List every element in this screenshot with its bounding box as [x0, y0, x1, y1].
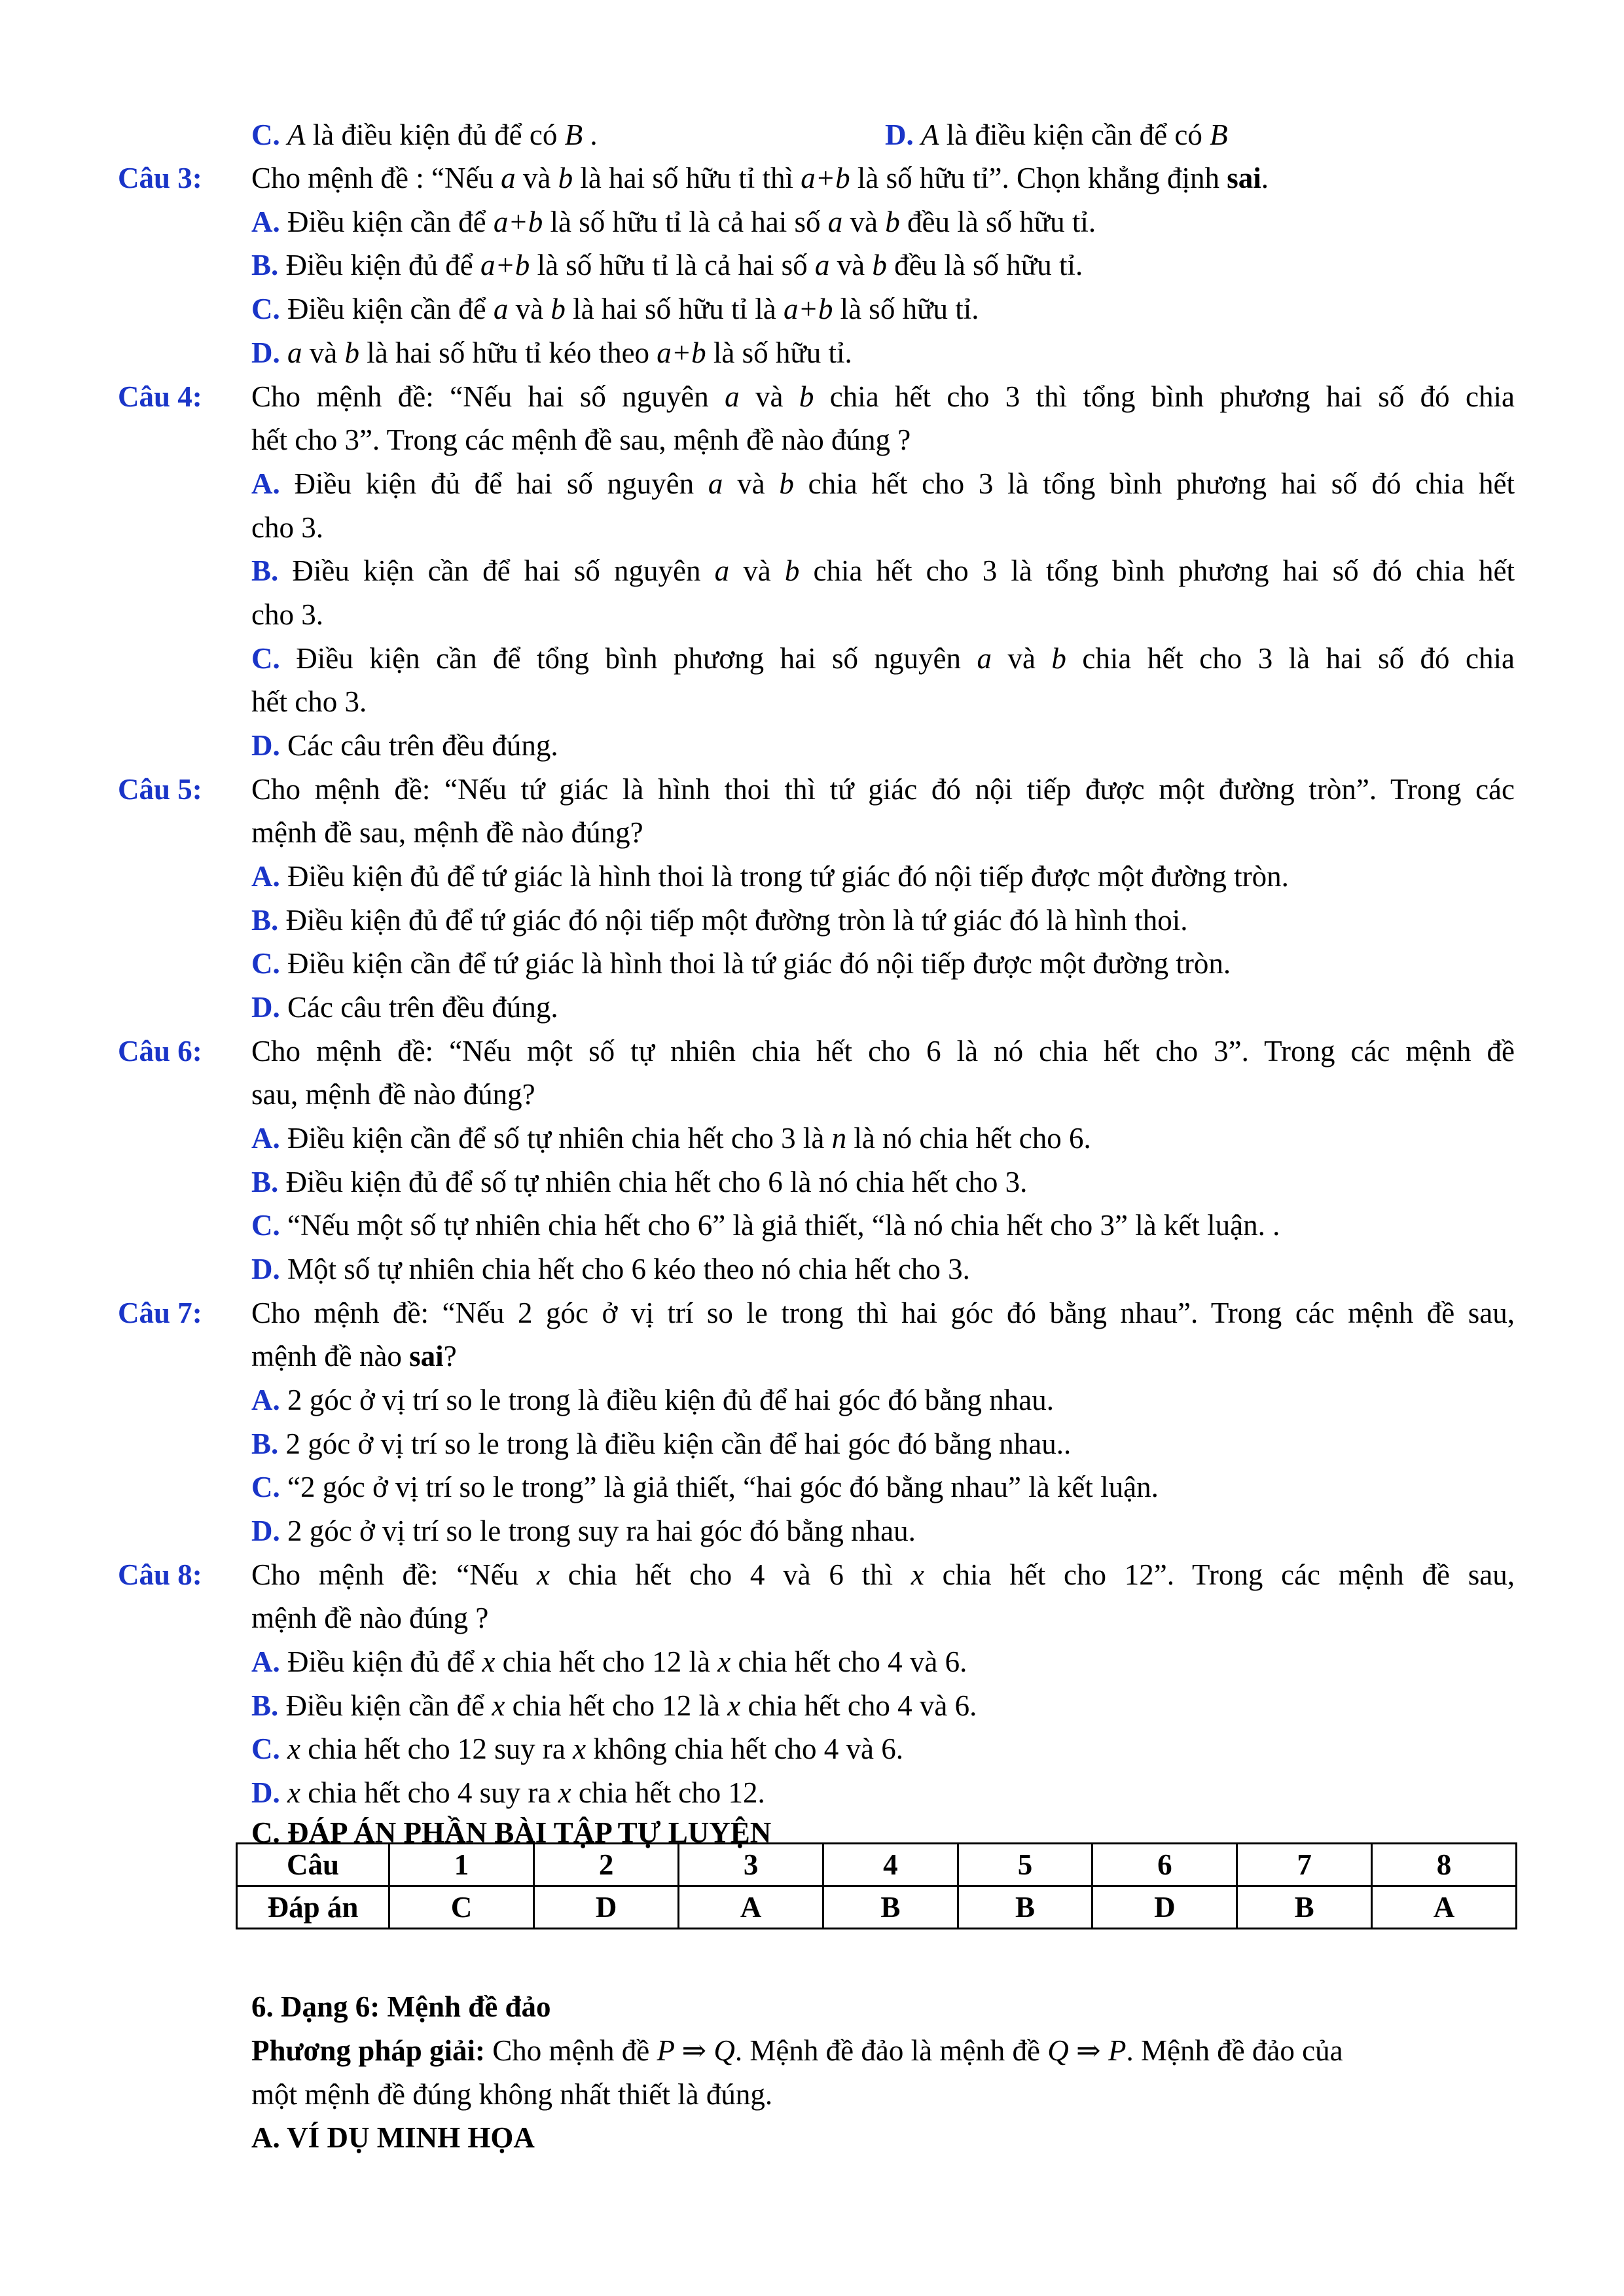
option-d: D. Các câu trên đều đúng.	[251, 729, 558, 762]
option-a: A. Điều kiện đủ để x chia hết cho 12 là x chia hết cho 4 và 6.	[251, 1645, 967, 1678]
option-a: A. Điều kiện cần để số tự nhiên chia hết cho 3 là n là nó chia hết cho 6.	[251, 1122, 1091, 1155]
option-b: B. Điều kiện đủ để a+b là số hữu tỉ là cả hai số a và b đều là số hữu tỉ.	[251, 249, 1083, 281]
option-d: D. Một số tự nhiên chia hết cho 6 kéo theo nó chia hết cho 3.	[251, 1253, 970, 1285]
question-label: Câu 3:	[118, 162, 202, 194]
option-b: B. Điều kiện đủ để tứ giác đó nội tiếp một đường tròn là tứ giác đó là hình thoi.	[251, 904, 1188, 937]
option-d: D. Các câu trên đều đúng.	[251, 991, 558, 1024]
table-cell: A	[679, 1886, 823, 1929]
question-label: Câu 6:	[118, 1035, 202, 1067]
option-c: C. A là điều kiện đủ để có B .	[251, 118, 598, 151]
section-title: 6. Dạng 6: Mệnh đề đảo	[251, 1990, 551, 2023]
table-cell: D	[1092, 1886, 1237, 1929]
question-stem: Cho mệnh đề: “Nếu hai số nguyên a và b chia hết cho 3 thì tổng bình phương hai số đó chia	[251, 380, 1515, 413]
table-header-cell: Đáp án	[237, 1886, 389, 1929]
table-cell: B	[1237, 1886, 1372, 1929]
option-c: C. Điều kiện cần để a và b là hai số hữu tỉ là a+b là số hữu tỉ.	[251, 293, 979, 325]
option-c: C. “Nếu một số tự nhiên chia hết cho 6” là giả thiết, “là nó chia hết cho 3” là kết luận. .	[251, 1209, 1280, 1242]
example-heading: A. VÍ DỤ MINH HỌA	[251, 2121, 535, 2154]
question-stem-cont: sau, mệnh đề nào đúng?	[251, 1078, 535, 1111]
method-text-cont: một mệnh đề đúng không nhất thiết là đúng.	[251, 2078, 773, 2111]
question-stem-cont: mệnh đề sau, mệnh đề nào đúng?	[251, 816, 643, 849]
table-cell: 5	[958, 1844, 1092, 1886]
question-stem: Cho mệnh đề: “Nếu 2 góc ở vị trí so le trong thì hai góc đó bằng nhau”. Trong các mệnh đề sau,	[251, 1297, 1515, 1329]
option-b: B. 2 góc ở vị trí so le trong là điều kiện cần để hai góc đó bằng nhau..	[251, 1427, 1072, 1460]
option-c: C. x chia hết cho 12 suy ra x không chia hết cho 4 và 6.	[251, 1732, 903, 1765]
option-d: D. a và b là hai số hữu tỉ kéo theo a+b là số hữu tỉ.	[251, 336, 852, 369]
option-d: D. A là điều kiện cần để có B	[885, 118, 1228, 151]
answer-section-title: C. ĐÁP ÁN PHẦN BÀI TẬP TỰ LUYỆN	[251, 1816, 772, 1849]
table-cell: 8	[1371, 1844, 1516, 1886]
table-cell: 7	[1237, 1844, 1372, 1886]
table-cell: 3	[679, 1844, 823, 1886]
question-stem-cont: mệnh đề nào đúng ?	[251, 1602, 489, 1634]
table-cell: 4	[823, 1844, 958, 1886]
option-a: A. Điều kiện đủ để hai số nguyên a và b chia hết cho 3 là tổng bình phương hai số đó chia hết	[251, 467, 1515, 500]
question-stem-cont: mệnh đề nào sai?	[251, 1340, 457, 1372]
question-stem: Cho mệnh đề: “Nếu tứ giác là hình thoi thì tứ giác đó nội tiếp được một đường tròn”. Trong các	[251, 773, 1515, 806]
option-a: A. Điều kiện đủ để tứ giác là hình thoi là trong tứ giác đó nội tiếp được một đường tròn.	[251, 860, 1289, 893]
option-c: C. Điều kiện cần để tổng bình phương hai số nguyên a và b chia hết cho 3 là hai số đó chia	[251, 642, 1515, 675]
option-b: B. Điều kiện cần để hai số nguyên a và b chia hết cho 3 là tổng bình phương hai số đó chia hết	[251, 554, 1515, 587]
table-cell: C	[389, 1886, 534, 1929]
option-c: C. “2 góc ở vị trí so le trong” là giả thiết, “hai góc đó bằng nhau” là kết luận.	[251, 1471, 1159, 1503]
table-row	[237, 1844, 1517, 1886]
question-stem-cont: hết cho 3”. Trong các mệnh đề sau, mệnh đề nào đúng ?	[251, 423, 911, 456]
table-cell: B	[958, 1886, 1092, 1929]
question-stem: Cho mệnh đề: “Nếu x chia hết cho 4 và 6 thì x chia hết cho 12”. Trong các mệnh đề sau,	[251, 1558, 1515, 1591]
question-stem: Cho mệnh đề : “Nếu a và b là hai số hữu tỉ thì a+b là số hữu tỉ”. Chọn khẳng định sai.	[251, 162, 1269, 194]
question-label: Câu 5:	[118, 773, 202, 806]
answer-table	[236, 1842, 1517, 1929]
table-cell: 2	[534, 1844, 679, 1886]
option-a: A. 2 góc ở vị trí so le trong là điều kiện đủ để hai góc đó bằng nhau.	[251, 1384, 1055, 1416]
table-cell: 1	[389, 1844, 534, 1886]
option-d: D. 2 góc ở vị trí so le trong suy ra hai góc đó bằng nhau.	[251, 1515, 916, 1547]
question-label: Câu 8:	[118, 1558, 202, 1591]
table-header-cell: Câu	[237, 1844, 389, 1886]
question-stem: Cho mệnh đề: “Nếu một số tự nhiên chia hết cho 6 là nó chia hết cho 3”. Trong các mệnh đề	[251, 1035, 1515, 1067]
option-b-cont: cho 3.	[251, 598, 323, 631]
option-b: B. Điều kiện đủ để số tự nhiên chia hết cho 6 là nó chia hết cho 3.	[251, 1166, 1028, 1198]
option-c: C. Điều kiện cần để tứ giác là hình thoi là tứ giác đó nội tiếp được một đường tròn.	[251, 947, 1231, 980]
table-cell: A	[1371, 1886, 1516, 1929]
question-label: Câu 7:	[118, 1297, 202, 1329]
table-cell: B	[823, 1886, 958, 1929]
option-b: B. Điều kiện cần để x chia hết cho 12 là x chia hết cho 4 và 6.	[251, 1689, 977, 1722]
option-c-cont: hết cho 3.	[251, 685, 367, 718]
option-a-cont: cho 3.	[251, 511, 323, 544]
table-row	[237, 1886, 1517, 1929]
option-d: D. x chia hết cho 4 suy ra x chia hết cho 12.	[251, 1776, 765, 1809]
method-text: Phương pháp giải: Cho mệnh đề P ⇒ Q. Mệnh đề đảo là mệnh đề Q ⇒ P. Mệnh đề đảo của	[251, 2034, 1343, 2067]
table-cell: 6	[1092, 1844, 1237, 1886]
table-cell: D	[534, 1886, 679, 1929]
option-a: A. Điều kiện cần để a+b là số hữu tỉ là cả hai số a và b đều là số hữu tỉ.	[251, 206, 1096, 238]
question-label: Câu 4:	[118, 380, 202, 413]
